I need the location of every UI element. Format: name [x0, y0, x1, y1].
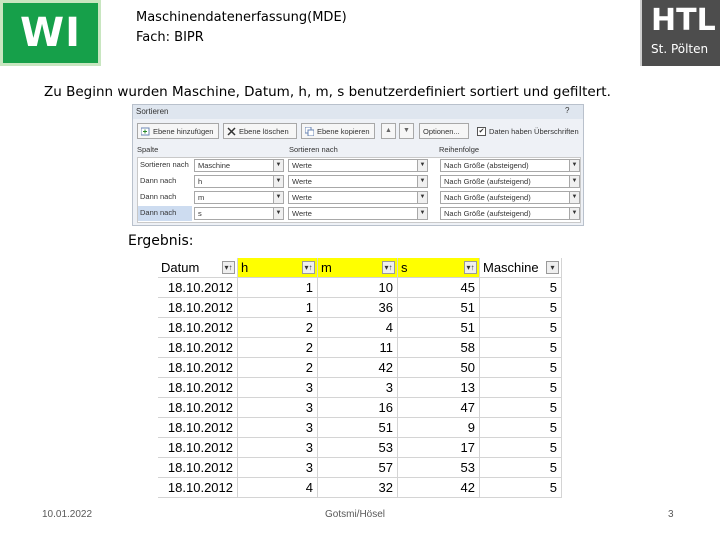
sort-on-select-value: Werte: [292, 161, 312, 170]
header-m: [318, 258, 398, 278]
column-select[interactable]: [194, 191, 284, 204]
order-select-value: Nach Größe (aufsteigend): [444, 177, 531, 186]
table-row: [158, 378, 562, 398]
sort-level-row[interactable]: [138, 174, 580, 190]
table-row: [158, 358, 562, 378]
chevron-down-icon: ▼: [417, 208, 427, 219]
cell-h: 2: [238, 338, 318, 358]
sort-level-label: Dann nach: [140, 192, 177, 201]
header-label: Maschine: [483, 260, 539, 275]
order-select[interactable]: [440, 159, 580, 172]
cell-datum: 18.10.2012: [158, 338, 238, 358]
cell-datum: 18.10.2012: [158, 398, 238, 418]
cell-maschine: 5: [480, 458, 562, 478]
cell-maschine: 5: [480, 398, 562, 418]
table-row: [158, 478, 562, 498]
sort-level-label: Sortieren nach: [140, 160, 189, 169]
cell-m: 16: [318, 398, 398, 418]
sort-on-select-value: Werte: [292, 177, 312, 186]
cell-maschine: 5: [480, 338, 562, 358]
sort-filter-icon[interactable]: ▾↑: [382, 261, 395, 274]
cell-maschine: 5: [480, 378, 562, 398]
table-row: [158, 278, 562, 298]
result-table: [158, 258, 562, 498]
filter-icon[interactable]: ▾: [546, 261, 559, 274]
sort-level-row[interactable]: [138, 158, 580, 174]
cell-maschine: 5: [480, 278, 562, 298]
cell-datum: 18.10.2012: [158, 278, 238, 298]
add-level-label: Ebene hinzufügen: [153, 126, 214, 136]
slide-title: [136, 8, 347, 48]
column-select[interactable]: [194, 175, 284, 188]
cell-h: 1: [238, 278, 318, 298]
column-select-value: s: [198, 209, 202, 218]
chevron-down-icon: ▼: [273, 208, 283, 219]
cell-datum: 18.10.2012: [158, 378, 238, 398]
column-select[interactable]: [194, 159, 284, 172]
cell-s: 51: [398, 318, 480, 338]
copy-level-button[interactable]: [301, 123, 375, 139]
order-select-value: Nach Größe (absteigend): [444, 161, 529, 170]
chevron-down-icon: ▼: [569, 192, 579, 203]
footer-page-number: 3: [668, 509, 674, 520]
sort-on-select[interactable]: [288, 207, 428, 220]
chevron-down-icon: ▼: [417, 160, 427, 171]
cell-s: 42: [398, 478, 480, 498]
header-s: [398, 258, 480, 278]
cell-s: 45: [398, 278, 480, 298]
htl-logo-location: St. Pölten: [651, 42, 709, 56]
header-label: h: [241, 260, 249, 275]
cell-m: 36: [318, 298, 398, 318]
chevron-down-icon: ▼: [569, 160, 579, 171]
header-label: s: [401, 260, 408, 275]
cell-s: 9: [398, 418, 480, 438]
headers-checkbox-label: Daten haben Überschriften: [489, 127, 579, 136]
cell-m: 10: [318, 278, 398, 298]
table-row: [158, 398, 562, 418]
cell-datum: 18.10.2012: [158, 478, 238, 498]
footer-date: 10.01.2022: [42, 509, 93, 520]
cell-datum: 18.10.2012: [158, 318, 238, 338]
cell-s: 53: [398, 458, 480, 478]
move-down-button[interactable]: ▼: [399, 123, 414, 139]
wi-logo: [0, 0, 101, 66]
order-select-value: Nach Größe (aufsteigend): [444, 209, 531, 218]
sort-filter-icon[interactable]: ▾↑: [222, 261, 235, 274]
order-select[interactable]: [440, 207, 580, 220]
header-maschine: [480, 258, 562, 278]
cell-maschine: 5: [480, 298, 562, 318]
cell-maschine: 5: [480, 478, 562, 498]
column-select-value: Maschine: [198, 161, 231, 170]
options-label: Optionen...: [423, 126, 460, 136]
sort-on-select[interactable]: [288, 175, 428, 188]
column-select-value: h: [198, 177, 203, 186]
cell-h: 2: [238, 358, 318, 378]
copy-level-icon: [305, 127, 314, 136]
sort-dialog-title: Sortieren: [136, 107, 169, 116]
delete-level-icon: [227, 127, 236, 136]
cell-s: 13: [398, 378, 480, 398]
cell-maschine: 5: [480, 438, 562, 458]
delete-level-button[interactable]: [223, 123, 297, 139]
cell-h: 3: [238, 378, 318, 398]
cell-m: 11: [318, 338, 398, 358]
cell-datum: 18.10.2012: [158, 358, 238, 378]
cell-datum: 18.10.2012: [158, 298, 238, 318]
cell-maschine: 5: [480, 358, 562, 378]
chevron-down-icon: ▼: [273, 176, 283, 187]
sort-dialog-titlebar: [133, 105, 583, 119]
sort-levels-grid: [137, 157, 581, 223]
add-level-icon: [141, 127, 150, 136]
cell-m: 4: [318, 318, 398, 338]
sort-level-label: Dann nach: [138, 206, 192, 221]
cell-m: 32: [318, 478, 398, 498]
help-button[interactable]: ?: [565, 106, 570, 115]
cell-datum: 18.10.2012: [158, 458, 238, 478]
order-select[interactable]: [440, 175, 580, 188]
header-label: Datum: [161, 260, 200, 275]
cell-s: 51: [398, 298, 480, 318]
chevron-down-icon: ▼: [417, 192, 427, 203]
delete-level-label: Ebene löschen: [239, 126, 289, 136]
sort-on-select-value: Werte: [292, 209, 312, 218]
headers-checkbox[interactable]: ✔: [478, 128, 485, 135]
chevron-down-icon: ▼: [417, 176, 427, 187]
cell-h: 3: [238, 398, 318, 418]
order-select[interactable]: [440, 191, 580, 204]
footer-author: Gotsmi/Hösel: [325, 509, 386, 520]
cell-h: 3: [238, 418, 318, 438]
result-label: Ergebnis:: [128, 233, 194, 249]
sort-on-select[interactable]: [288, 191, 428, 204]
sort-dialog: [132, 104, 584, 226]
move-up-button[interactable]: ▲: [381, 123, 396, 139]
sort-level-row[interactable]: [138, 190, 580, 206]
cell-s: 58: [398, 338, 480, 358]
cell-h: 3: [238, 458, 318, 478]
chevron-down-icon: ▼: [569, 176, 579, 187]
table-row: [158, 458, 562, 478]
table-row: [158, 438, 562, 458]
cell-maschine: 5: [480, 418, 562, 438]
table-row: [158, 418, 562, 438]
htl-logo: [640, 0, 720, 66]
chevron-down-icon: ▼: [569, 208, 579, 219]
cell-datum: 18.10.2012: [158, 438, 238, 458]
copy-level-label: Ebene kopieren: [317, 126, 370, 136]
table-row: [158, 318, 562, 338]
cell-m: 42: [318, 358, 398, 378]
column-select-value: m: [198, 193, 205, 202]
htl-logo-text: HTL: [651, 3, 716, 38]
cell-m: 53: [318, 438, 398, 458]
wi-logo-text: WI: [19, 10, 81, 56]
cell-datum: 18.10.2012: [158, 418, 238, 438]
chevron-down-icon: ▼: [273, 160, 283, 171]
table-header-row: [158, 258, 562, 278]
cell-s: 47: [398, 398, 480, 418]
column-header-spalte: Spalte: [137, 145, 159, 154]
cell-s: 50: [398, 358, 480, 378]
sort-on-select[interactable]: [288, 159, 428, 172]
cell-h: 1: [238, 298, 318, 318]
order-select-value: Nach Größe (aufsteigend): [444, 193, 531, 202]
column-header-reihenfolge: Reihenfolge: [439, 145, 480, 154]
cell-m: 51: [318, 418, 398, 438]
title-line-2: Fach: BIPR: [136, 30, 204, 45]
headline: Zu Beginn wurden Maschine, Datum, h, m, s benutzerdefiniert sortiert und gefiltert.: [44, 84, 611, 100]
chevron-down-icon: ▼: [273, 192, 283, 203]
header-label: m: [321, 260, 332, 275]
header-datum: [158, 258, 238, 278]
table-row: [158, 298, 562, 318]
sort-level-label: Dann nach: [140, 176, 177, 185]
cell-m: 3: [318, 378, 398, 398]
cell-h: 3: [238, 438, 318, 458]
cell-m: 57: [318, 458, 398, 478]
add-level-button[interactable]: [137, 123, 219, 139]
sort-filter-icon[interactable]: ▾↑: [464, 261, 477, 274]
cell-h: 4: [238, 478, 318, 498]
cell-maschine: 5: [480, 318, 562, 338]
cell-h: 2: [238, 318, 318, 338]
column-select[interactable]: [194, 207, 284, 220]
options-button[interactable]: [419, 123, 469, 139]
column-header-sortieren-nach: Sortieren nach: [289, 145, 338, 154]
sort-on-select-value: Werte: [292, 193, 312, 202]
sort-filter-icon[interactable]: ▾↑: [302, 261, 315, 274]
cell-s: 17: [398, 438, 480, 458]
table-row: [158, 338, 562, 358]
title-line-1: Maschinendatenerfassung(MDE): [136, 10, 347, 25]
sort-level-row[interactable]: [138, 206, 580, 222]
header-h: [238, 258, 318, 278]
